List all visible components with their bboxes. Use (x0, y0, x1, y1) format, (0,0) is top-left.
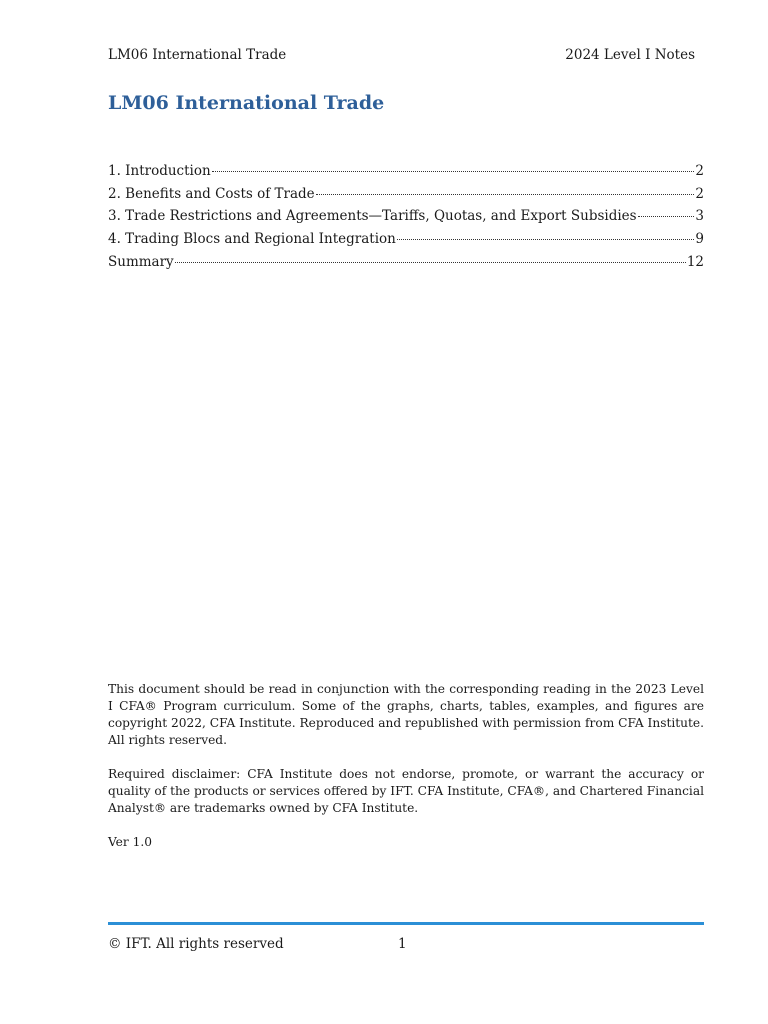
running-header-edition: 2024 Level I Notes (565, 47, 695, 63)
toc-entry-trade-restrictions[interactable] (108, 208, 704, 231)
toc-entry-label: 4. Trading Blocs and Regional Integration (108, 231, 396, 248)
toc-entry-label: 3. Trade Restrictions and Agreements—Tariffs, Quotas, and Export Subsidies (108, 208, 637, 225)
toc-leader-dots (397, 238, 695, 240)
toc-entry-page: 9 (695, 231, 704, 248)
toc-entry-trading-blocs[interactable] (108, 231, 704, 254)
toc-entry-label: Summary (108, 253, 174, 270)
footer-rule (108, 922, 704, 925)
version-label: Ver 1.0 (108, 835, 152, 849)
toc-entry-page: 2 (695, 163, 704, 179)
footer-copyright: © IFT. All rights reserved (108, 936, 284, 952)
toc-leader-dots (175, 261, 686, 263)
toc-entry-label: 2. Benefits and Costs of Trade (108, 185, 315, 202)
table-of-contents (108, 163, 704, 276)
toc-entry-label: 1. Introduction (108, 163, 211, 179)
toc-entry-page: 3 (695, 208, 704, 225)
toc-entry-page: 2 (695, 185, 704, 202)
toc-entry-benefits-costs[interactable] (108, 186, 704, 209)
toc-leader-dots (316, 193, 695, 195)
required-disclaimer: Required disclaimer: CFA Institute does not endorse, promote, or warrant the accuracy or quality of the products or services offered by IFT. CFA Institute, CFA®, and Chartered Financial Analyst® are trademarks owned by CFA Institute. (108, 767, 704, 815)
toc-leader-dots (212, 170, 695, 172)
toc-entry-introduction[interactable] (108, 163, 704, 186)
toc-entry-summary[interactable] (108, 254, 704, 277)
document-title: LM06 International Trade (108, 92, 385, 114)
toc-leader-dots (638, 215, 695, 217)
disclaimer-block (108, 681, 704, 868)
copyright-notice: This document should be read in conjunction with the corresponding reading in the 2023 Level I CFA® Program curriculum. Some of the graphs, charts, tables, examples, and figures are copyright 2022, CFA Institute. Reproduced and republished with permission from CFA Institute. All rights reserved. (108, 682, 704, 747)
toc-entry-page: 12 (686, 253, 704, 270)
footer-page-number: 1 (398, 936, 407, 952)
running-header-title: LM06 International Trade (108, 47, 287, 63)
